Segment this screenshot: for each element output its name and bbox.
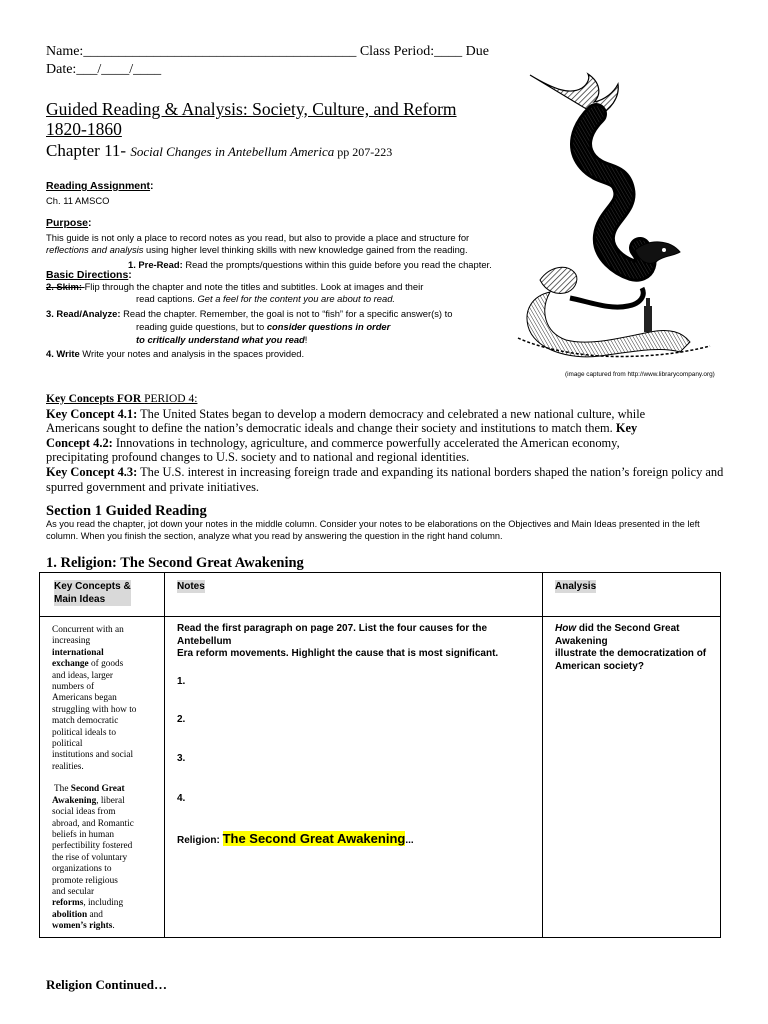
key-concepts [46,392,736,494]
chapter-heading [46,141,392,161]
purpose-block: Purpose: This guide is not only a place to record notes as you read, but also to provide a place and structure for reflections and analysis using higher level thinking skills with new knowledge gained from the reading. [46,213,516,256]
chapter-prefix: Chapter 11- [46,141,131,160]
direction-step-3: 3. Read/Analyze: Read the chapter. Remember, the goal is not to “fish” for a specific answer(s) to [46,308,453,319]
name-label: Name: [46,44,84,59]
reading-text: Ch. 11 AMSCO [46,195,110,206]
sea-serpent-illustration [510,70,715,360]
notes-prompt-line-1: Read the first paragraph on page 207. List the four causes for the Antebellum [177,623,488,647]
page-title [46,99,457,139]
section-1-intro: As you read the chapter, jot down your notes in the middle column. Consider your notes to be elaborations on the Objectives and Main Ideas presented in the left column. When you finish the section, analyze what you read by answering the question in the right hand column. [46,519,700,541]
header-analysis: Analysis [555,581,597,592]
directions-heading: Basic Directions: [46,269,132,281]
direction-step-1: 1. Pre-Read: Read the prompts/questions within this guide before you read the chapter. [128,259,492,270]
direction-step-3-cont2: to critically understand what you read! [136,334,308,345]
analysis-cell[interactable]: How did the Second Great Awakening illustrate the democratization of American society? [555,623,707,672]
notes-item-2[interactable]: 2. [177,714,186,726]
name-class-line [46,44,489,60]
notes-cell[interactable] [177,623,537,848]
religion-continued: Religion Continued… [46,977,167,992]
key-concept-4-1-line-2: Americans sought to define the nation’s democratic ideals and change their society and institutions to match them. Key [46,421,638,436]
header-divider [40,616,720,617]
header-notes: Notes [177,581,205,592]
name-blank[interactable]: _______________________________________ [83,44,357,59]
purpose-heading: Purpose [46,217,89,229]
chapter-pages: pp 207-223 [334,145,393,159]
notes-prompt-line-2: Era reform movements. Highlight the cause that is most significant. [177,648,499,660]
highlighted-cause: The Second Great Awakening [222,831,406,847]
purpose-line-1: This guide is not only a place to record notes as you read, but also to provide a place and structure for [46,232,470,243]
purpose-line-2: reflections and analysis using higher level thinking skills with new knowledge gained from the reading. [46,243,468,255]
reading-heading: Reading Assignment [46,180,151,192]
reading-assignment: Reading Assignment: Ch. 11 AMSCO [46,180,154,206]
notes-item-1[interactable]: 1. [177,675,186,687]
key-concepts-title: Key Concepts FOR PERIOD 4: [46,393,198,405]
serpent-drawing [510,70,715,360]
class-period-label: Class Period:____ Due [356,44,489,59]
title-line-1: Guided Reading & Analysis: Society, Culture, and Reform [46,99,457,119]
due-date-line[interactable]: Date:___/____/____ [46,62,162,77]
direction-step-4: 4. Write Write your notes and analysis in the spaces provided. [46,348,305,359]
direction-step-2-cont: read captions. Get a feel for the content you are about to read. [136,293,396,304]
religion-notes-line: Religion: The Second Great Awakening... [177,831,414,847]
col-divider-2 [542,573,543,937]
key-concept-4-2-line-2: precipitating profound changes to U.S. society and to national and regional identities. [46,450,470,465]
direction-step-3-cont: reading guide questions, but to consider questions in order [136,321,391,332]
direction-step-2: 2. Skim: Flip through the chapter and note the titles and subtitles. Look at images and their [46,281,424,292]
religion-title: 1. Religion: The Second Great Awakening [46,555,304,571]
key-concept-4-3-line-1: Key Concept 4.3: The U.S. interest in increasing foreign trade and expanding its national borders shaped the nation’s foreign policy and [46,464,724,479]
notes-item-3[interactable]: 3. [177,752,186,764]
key-concepts-cell: Concurrent with an increasing international exchange of goods and ideas, larger numbers of Americans began struggling with how to match democratic political ideals to political institutions and social realities. The Second Great Awakening, liberal social ideas from abroad, and Romantic beliefs in human perfectibility fostered the rise of voluntary organizations to promote religious and secular reforms, including abolition and women’s rights. [52,625,137,932]
section-1-title: Section 1 Guided Reading [46,503,207,519]
chapter-name: Social Changes in Antebellum America [130,144,335,159]
key-concept-4-2-line-1: Concept 4.2: Innovations in technology, agriculture, and commerce powerfully accelerated the American economy, [46,435,620,450]
key-concept-4-3-line-2: spurred government and private initiatives. [46,479,259,494]
notes-item-4[interactable]: 4. [177,792,186,804]
guided-reading-table [39,572,721,938]
key-concept-4-1-line-1: Key Concept 4.1: The United States began to develop a modern democracy and celebrated a new national culture, while [46,406,646,421]
title-line-2: 1820-1860 [46,119,122,139]
header-key-concepts: Key Concepts & Main Ideas [54,581,131,605]
col-divider-1 [164,573,165,937]
image-caption: (image captured from http://www.librarycompany.org) [565,371,715,378]
